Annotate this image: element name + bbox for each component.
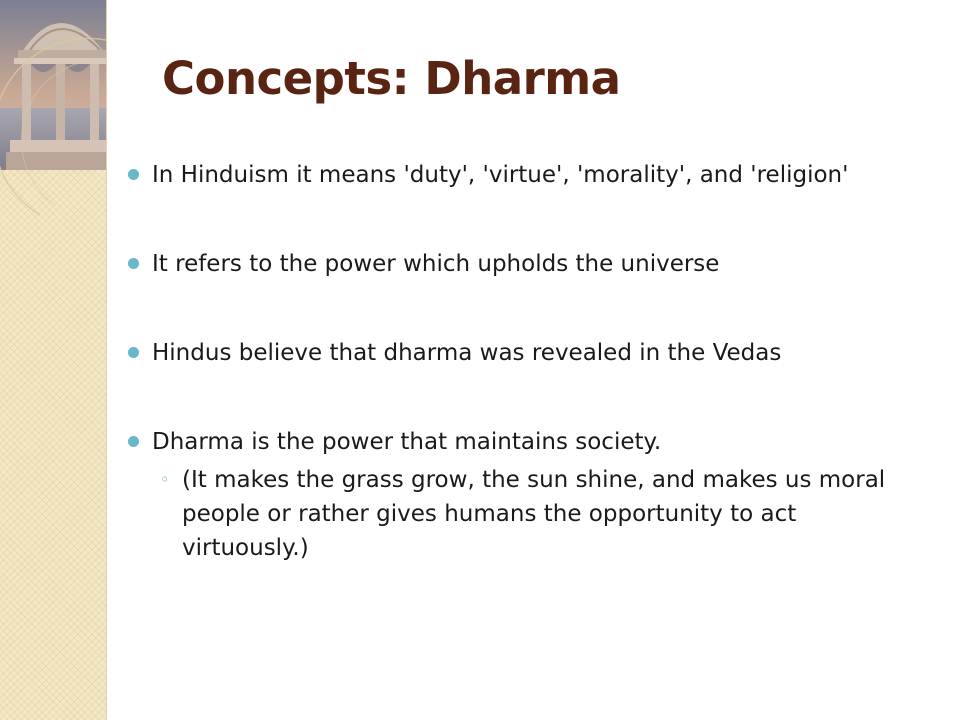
bullet-dot-icon bbox=[128, 347, 139, 358]
sub-bullet-text: (It makes the grass grow, the sun shine, and makes us moral people or rather gives humans the opportunity to act virtuously.) bbox=[182, 467, 886, 561]
bullet-list bbox=[128, 160, 928, 565]
bullet-text: In Hinduism it means 'duty', 'virtue', 'morality', and 'religion' bbox=[152, 162, 849, 188]
bullet-item bbox=[128, 338, 928, 368]
pavilion-photo bbox=[0, 0, 106, 170]
bullet-item bbox=[128, 249, 928, 279]
bullet-item bbox=[128, 427, 928, 565]
bullet-text: Hindus believe that dharma was revealed in the Vedas bbox=[152, 340, 782, 366]
bullet-dot-icon bbox=[128, 258, 139, 269]
bullet-dot-icon bbox=[128, 436, 139, 447]
slide-title: Concepts: Dharma bbox=[162, 52, 621, 105]
bullet-dot-icon bbox=[128, 169, 139, 180]
bullet-text: Dharma is the power that maintains society. bbox=[152, 429, 662, 455]
bullet-item bbox=[128, 160, 928, 190]
sub-bullet-list bbox=[152, 463, 928, 565]
sub-bullet-item bbox=[152, 463, 926, 565]
hollow-circle-bullet-icon: ◦ bbox=[160, 470, 170, 489]
bullet-text: It refers to the power which upholds the universe bbox=[152, 251, 720, 277]
